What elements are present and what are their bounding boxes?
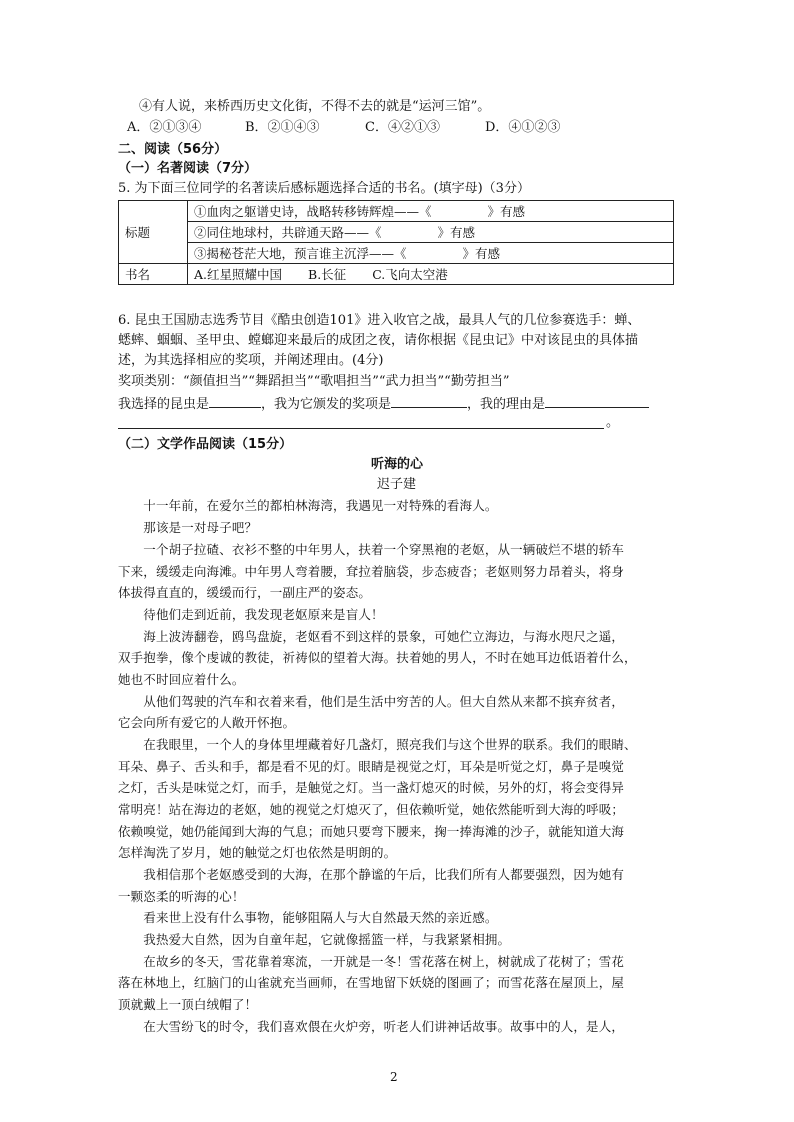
article-line: 下来，缓缓走向海滩。中年男人弯着腰，耷拉着脑袋，步态疲沓；老妪则努力昂着头，将身 (118, 564, 625, 579)
option-c: C．④②①③ (365, 120, 440, 135)
book-option: C.飞向太空港 (372, 267, 448, 282)
article-line: 双手抱拳，像个虔诚的教徒，祈祷似的望着大海。扶着她的男人，不时在她耳边低语着什么， (118, 650, 637, 665)
blank-reason[interactable] (545, 394, 649, 408)
question-6-line: 述，为其选择相应的奖项，并阐述理由。(4分) (118, 353, 384, 368)
row-suffix: 》有感 (462, 246, 501, 261)
subsection-heading: （二）文学作品阅读（15分） (118, 437, 293, 452)
table-row (188, 222, 674, 243)
section-heading: 二、阅读（56分） (118, 142, 228, 157)
article-line: 它会向所有爱它的人敞开怀抱。 (118, 715, 296, 730)
book-option: B.长征 (308, 267, 347, 282)
book-option: A.红星照耀中国 (194, 267, 283, 282)
answer-line (118, 394, 649, 414)
row-text: ①血肉之躯谱史诗，战略转移铸辉煌——《 (194, 204, 432, 219)
article-line: 在我眼里，一个人的身体里埋藏着好几盏灯，照亮我们与这个世界的联系。我们的眼睛、 (118, 737, 637, 752)
question-item-4: ④有人说，来桥西历史文化街，不得不去的就是“运河三馆”。 (139, 99, 491, 114)
table-row (188, 243, 674, 264)
article-line: 在大雪纷飞的时令，我们喜欢偎在火炉旁，听老人们讲神话故事。故事中的人，是人， (118, 1019, 625, 1034)
article-line: 我热爱大自然，因为自童年起，它就像摇篮一样，与我紧紧相拥。 (118, 932, 511, 947)
article-line: 顶就戴上一顶白绒帽了！ (118, 997, 258, 1012)
article-line: 一个胡子拉碴、衣衫不整的中年男人，扶着一个穿黑袍的老妪，从一辆破烂不堪的轿车 (118, 542, 625, 557)
answer-end-mark: 。 (606, 415, 620, 430)
article-line: 看来世上没有什么事物，能够阻隔人与大自然最天然的亲近感。 (118, 910, 498, 925)
question-6-line: 6. 昆虫王国励志选秀节目《酷虫创造101》进入收官之战，最具人气的几位参赛选手：蝉、 (118, 313, 641, 328)
table-label-books: 书名 (119, 264, 188, 285)
article-line: 之灯，舌头是味觉之灯，而手，是触觉之灯。当一盏灯熄灭的时候，另外的灯，将会变得异 (118, 780, 625, 795)
option-d: D．④①②③ (485, 120, 561, 135)
article-line: 怎样淘洗了岁月，她的触觉之灯也依然是明朗的。 (118, 845, 397, 860)
answer-label: 我选择的昆虫是 (118, 397, 210, 412)
blank-award[interactable] (391, 394, 467, 408)
article-line: 常明亮！站在海边的老妪，她的视觉之灯熄灭了，但依赖听觉，她依然能听到大海的呼吸； (118, 802, 625, 817)
article-line: 那该是一对母子吧？ (118, 520, 258, 535)
table-label-title: 标题 (119, 201, 188, 264)
article-line: 一颗恣柔的听海的心！ (118, 889, 245, 904)
article-line: 落在林地上，红脑门的山雀就充当画师，在雪地留下妖娆的图画了；而雪花落在屋顶上，屋 (118, 975, 625, 990)
question-6-line: 蟋蟀、蝈蝈、圣甲虫、螳螂迎来最后的成团之夜，请你根据《昆虫记》中对该昆虫的具体描 (118, 333, 639, 348)
article-line: 十一年前，在爱尔兰的都柏林海湾，我遇见一对特殊的看海人。 (118, 498, 498, 513)
book-title-table (118, 200, 674, 285)
article-line: 在故乡的冬天，雪花靠着寒流，一开就是一冬！雪花落在树上，树就成了花树了；雪花 (118, 954, 625, 969)
article-line: 海上波涛翻卷，鸥鸟盘旋，老妪看不到这样的景象，可她伫立海边，与海水咫尺之遥， (118, 629, 625, 644)
table-row-books (188, 264, 674, 285)
answer-underline[interactable] (118, 428, 604, 429)
article-author: 迟子建 (377, 477, 417, 492)
row-suffix: 》有感 (437, 225, 476, 240)
article-line: 她也不时回应着什么。 (118, 672, 245, 687)
row-suffix: 》有感 (487, 204, 526, 219)
article-line: 我相信那个老妪感受到的大海，在那个静谧的午后，比我们所有人都要强烈，因为她有 (118, 867, 625, 882)
page-number: 2 (390, 1070, 398, 1084)
option-a: A．②①③④ (127, 120, 202, 135)
option-b: B．②①④③ (245, 120, 320, 135)
row-text: ②同住地球村，共辟通天路——《 (194, 225, 382, 240)
blank-insect[interactable] (209, 394, 261, 408)
article-line: 体拔得直直的，缓缓而行，一副庄严的姿态。 (118, 585, 372, 600)
article-line: 从他们驾驶的汽车和衣着来看，他们是生活中穷苦的人。但大自然从来都不摈弃贫者， (118, 694, 625, 709)
answer-label: ，我为它颁发的奖项是 (261, 397, 392, 412)
question-5: 5. 为下面三位同学的名著读后感标题选择合适的书名。(填字母)（3分） (118, 181, 530, 196)
row-text: ③揭秘苍茫大地，预言谁主沉浮——《 (194, 246, 407, 261)
table-row (188, 201, 674, 222)
article-line: 耳朵、鼻子、舌头和手，都是看不见的灯。眼睛是视觉之灯，耳朵是听觉之灯，鼻子是嗅觉 (118, 759, 625, 774)
answer-label: ，我的理由是 (467, 397, 546, 412)
article-line: 依赖嗅觉，她仍能闻到大海的气息；而她只要弯下腰来，掬一捧海滩的沙子，就能知道大海 (118, 824, 625, 839)
article-line: 待他们走到近前，我发现老妪原来是盲人！ (118, 607, 384, 622)
awards-line: 奖项类别：“颜值担当”“舞蹈担当”“歌唱担当”“武力担当”“勤劳担当” (118, 374, 510, 389)
subsection-heading: （一）名著阅读（7分） (118, 161, 258, 176)
article-title: 听海的心 (371, 457, 424, 472)
